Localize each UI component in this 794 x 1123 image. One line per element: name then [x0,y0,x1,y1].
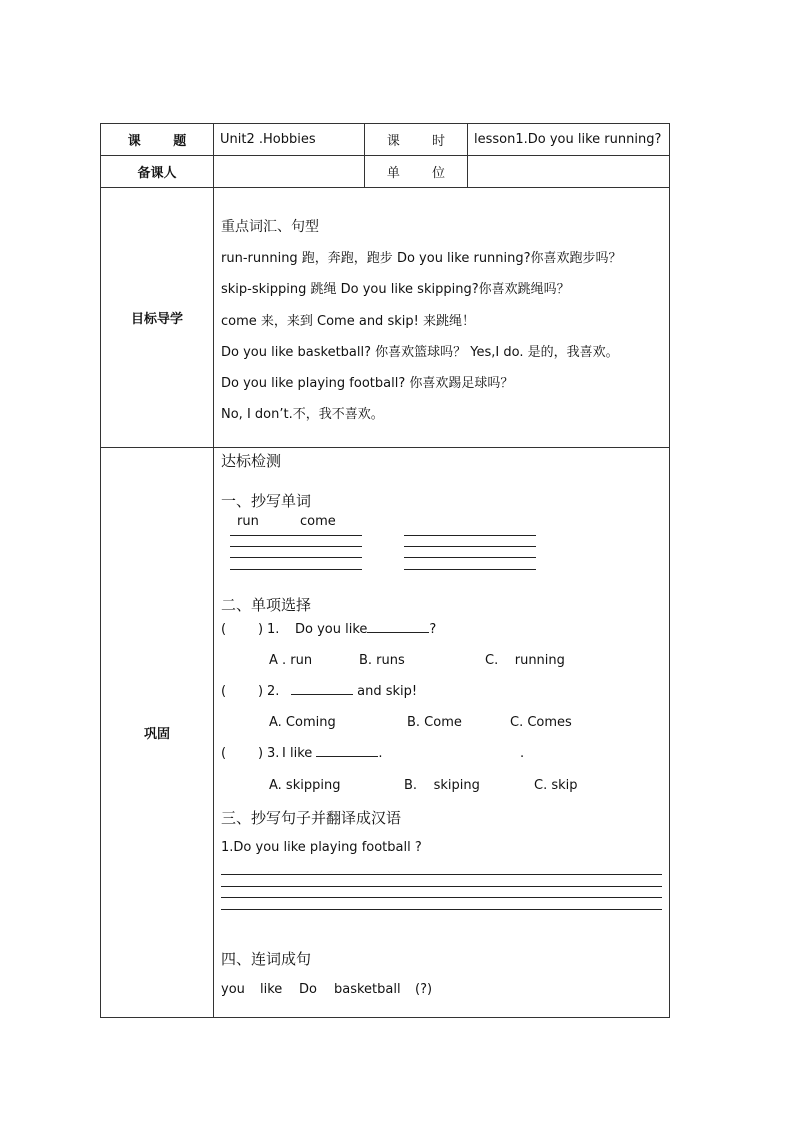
topic-value: Unit2 .Hobbies [214,124,365,156]
q2-number: 2. [267,684,280,699]
scramble-word: Do [299,982,317,997]
writing-line [221,874,662,875]
row-exercise [101,448,670,1018]
exercise-title: 达标检测 [221,452,282,470]
preparer-value [214,156,365,188]
q2-paren: ( [221,684,227,699]
scramble-word: basketball [334,982,401,997]
q3-option-a: A. skipping [269,778,341,793]
writing-line [221,886,662,887]
writing-line [404,569,536,570]
q3-number: 3. [267,746,280,761]
goal-line-4: come 来，来到 Come and skip! 来跳绳！ [221,314,475,329]
goal-line-7: No, I don’t.不，我不喜欢。 [221,407,384,422]
q2-stem-text: and skip! [357,684,418,699]
q1-stem [295,622,436,637]
row-preparer [101,156,670,188]
copy-word-run: run [237,514,259,529]
writing-line [221,909,662,910]
q2-option-c: C. Comes [510,715,572,730]
answer-blank[interactable] [316,756,378,757]
row-topic [101,124,670,156]
q2-paren-close: ) [258,684,264,699]
q3-option-c: C. skip [534,778,578,793]
writing-line [230,535,362,536]
lesson-plan-table [100,123,670,1018]
q1-stem-text: Do you like [295,622,368,637]
goal-line-5: Do you like basketball? 你喜欢篮球吗？ Yes,I do. 是的，我喜欢。 [221,345,619,360]
writing-line [221,897,662,898]
period-label: 课 时 [365,124,468,156]
q3-stem-text: I like [282,746,313,761]
row-goals [101,188,670,448]
writing-line [404,535,536,536]
q3-trailing-dot: . [520,746,525,761]
q2-stem [291,684,417,699]
writing-line [230,569,362,570]
goal-line-2: run-running 跑，奔跑，跑步 Do you like running?你喜欢跑步吗？ [221,251,622,266]
q1-stem-end: ? [429,622,437,637]
section4-heading: 四、连词成句 [221,950,312,968]
goal-line-6: Do you like playing football? 你喜欢踢足球吗？ [221,376,514,391]
q3-paren: ( [221,746,227,761]
scramble-word: you [221,982,245,997]
writing-line [404,546,536,547]
scramble-word: (?) [415,982,433,997]
writing-line [404,557,536,558]
answer-blank[interactable] [291,694,353,695]
q1-paren-close: ) [258,622,264,637]
q1-option-c: C. running [485,653,565,668]
q3-paren-close: ) [258,746,264,761]
topic-label: 课 题 [101,124,214,156]
writing-line [230,557,362,558]
scramble-word: like [260,982,283,997]
section1-heading: 一、抄写单词 [221,492,312,510]
q3-option-b: B. skiping [404,778,480,793]
q3-stem-end: . [378,746,383,761]
section3-heading: 三、抄写句子并翻译成汉语 [221,809,402,827]
q1-option-b: B. runs [359,653,405,668]
exercise-cell [214,448,670,1018]
q2-option-a: A. Coming [269,715,336,730]
q1-option-a: A . run [269,653,313,668]
q1-paren: ( [221,622,227,637]
exercise-label: 巩固 [101,448,214,1018]
goals-label: 目标导学 [101,188,214,448]
section2-heading: 二、单项选择 [221,596,312,614]
q3-stem [282,746,383,761]
period-value: lesson1.Do you like running? [468,124,670,156]
preparer-label: 备课人 [101,156,214,188]
answer-blank[interactable] [367,632,429,633]
writing-line [230,546,362,547]
goal-line-1: 重点词汇、句型 [221,219,319,235]
copy-word-come: come [300,514,336,529]
goal-line-3: skip-skipping 跳绳 Do you like skipping?你喜欢跳绳吗？ [221,282,570,297]
unit-label: 单 位 [365,156,468,188]
q2-option-b: B. Come [407,715,462,730]
unit-value [468,156,670,188]
copy-sentence: 1.Do you like playing football ? [221,840,422,855]
goals-cell [214,188,670,448]
q1-number: 1. [267,622,280,637]
